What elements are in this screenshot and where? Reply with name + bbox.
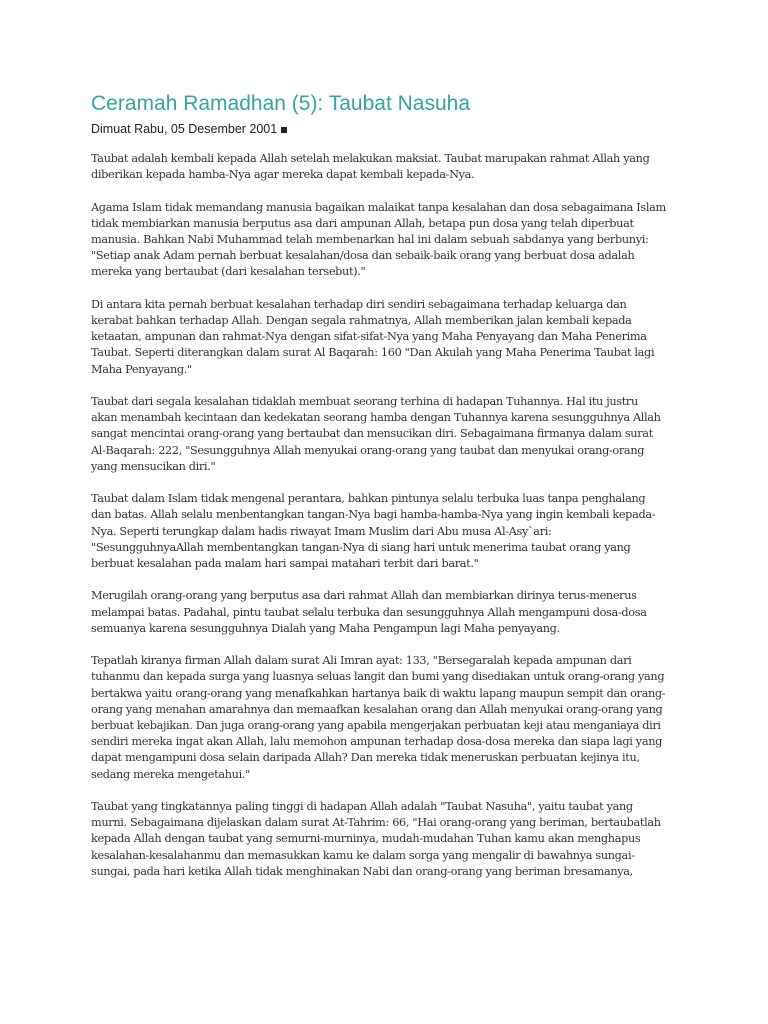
paragraph-line: ketaatan, ampunan dan rahmat-Nya dengan sifat-sifat-Nya yang Maha Penyayang dan Maha Penerima — [91, 330, 647, 344]
paragraph-line: berbuat kesalahan pada malam hari sampai matahari terbit dari barat." — [91, 557, 479, 571]
paragraph-line: bertakwa yaitu orang-orang yang menafkahkan hartanya baik di waktu lapang maupun sempit dan orang- — [91, 686, 666, 700]
paragraph-line: kerabat bahkan terhadap Allah. Dengan segala rahmatnya, Allah memberikan jalan kembali kepada — [91, 314, 632, 327]
paragraph-line: kesalahan-kesalahanmu dan memasukkan kamu ke dalam sorga yang mengalir di bawahnya sungai- — [91, 848, 635, 862]
paragraph-line: sangat mencintai orang-orang yang bertaubat dan mensucikan diri. Sebagaimana firmanya dalam surat — [91, 427, 653, 441]
publish-date: Dimuat Rabu, 05 Desember 2001 — [91, 122, 278, 136]
paragraph-line: dan batas. Allah selalu menbentangkan tangan-Nya bagi hamba-hamba-Nya yang ingin kembali kepada- — [91, 508, 656, 522]
paragraph-line: Maha Penyayang." — [91, 362, 192, 376]
paragraph-line: berbuat kebajikan. Dan juga orang-orang yang apabila mengerjakan perbuatan keji atau menganiaya diri — [91, 719, 661, 733]
paragraph-line: Taubat dari segala kesalahan tidaklah membuat seorang terhina di hadapan Tuhannya. Hal itu justru — [91, 395, 638, 408]
paragraph-line: Al-Baqarah: 222, "Sesungguhnya Allah menyukai orang-orang yang taubat dan menyukai orang-orang — [91, 443, 645, 457]
paragraph-line: Tepatlah kiranya firman Allah dalam surat Ali Imran ayat: 133, "Bersegaralah kepada ampunan dari — [91, 654, 632, 668]
article-paragraph — [91, 799, 691, 880]
paragraph-line: mereka yang bertaubat (dari kesalahan tersebut)." — [91, 265, 366, 279]
paragraph-line: orang yang menahan amarahnya dan memaafkan kesalahan orang dan Allah menyukai orang-orang yang — [91, 702, 663, 716]
article-meta — [91, 121, 287, 137]
paragraph-line: akan menambah kecintaan dan kedekatan seorang hamba dengan Tuhannya karena sesungguhnya Allah — [91, 411, 661, 425]
paragraph-line: Nya. Seperti terungkap dalam hadis riwayat Imam Muslim dari Abu musa Al-Asy`ari: — [91, 524, 552, 538]
paragraph-line: murni. Sebagaimana dijelaskan dalam surat At-Tahrim: 66, "Hai orang-orang yang beriman, bertaubatlah — [91, 816, 661, 830]
paragraph-line: sungai, pada hari ketika Allah tidak menghinakan Nabi dan orang-orang yang beriman bresamanya, — [91, 864, 633, 878]
article-paragraph — [91, 297, 691, 378]
paragraph-line: semuanya karena sesungguhnya Dialah yang Maha Pengampun lagi Maha penyayang. — [91, 621, 560, 635]
paragraph-line: Taubat. Seperti diterangkan dalam surat Al Baqarah: 160 "Dan Akulah yang Maha Penerima Taubat lagi — [91, 346, 655, 360]
paragraph-line: yang mensucikan diri." — [91, 459, 216, 473]
paragraph-line: sedang mereka mengetahui." — [91, 767, 250, 781]
article-paragraph — [91, 588, 691, 637]
paragraph-line: Agama Islam tidak memandang manusia bagaikan malaikat tanpa kesalahan dan dosa sebagaimana Islam — [91, 200, 666, 214]
paragraph-line: manusia. Bahkan Nabi Muhammad telah membenarkan hal ini dalam sebuah sabdanya yang berbunyi: — [91, 233, 649, 246]
paragraph-line: tuhanmu dan kepada surga yang luasnya seluas langit dan bumi yang disediakan untuk orang-orang yang — [91, 670, 665, 684]
paragraph-line: Taubat yang tingkatannya paling tinggi di hadapan Allah adalah "Taubat Nasuha", yaitu taubat yang — [91, 800, 633, 814]
article-body — [91, 151, 691, 896]
paragraph-line: sendiri mereka ingat akan Allah, lalu memohon ampunan terhadap dosa-dosa mereka dan siapa lagi yang — [91, 735, 663, 749]
paragraph-line: diberikan kepada hamba-Nya agar mereka dapat kembali kepada-Nya. — [91, 168, 475, 182]
paragraph-line: dapat mengampuni dosa selain daripada Allah? Dan mereka tidak meneruskan perbuatan kejinya itu, — [91, 751, 640, 765]
article-paragraph — [91, 653, 691, 783]
paragraph-line: kepada Allah dengan taubat yang semurni-murninya, mudah-mudahan Tuhan kamu akan menghapus — [91, 832, 641, 846]
paragraph-line: Di antara kita pernah berbuat kesalahan terhadap diri sendiri sebagaimana terhadap keluarga dan — [91, 297, 627, 311]
paragraph-line: Taubat adalah kembali kepada Allah setelah melakukan maksiat. Taubat marupakan rahmat Allah yang — [91, 152, 650, 165]
paragraph-line: Taubat dalam Islam tidak mengenal perantara, bahkan pintunya selalu terbuka luas tanpa penghalang — [91, 492, 646, 506]
paragraph-line: "SesungguhnyaAllah membentangkan tangan-Nya di siang hari untuk menerima taubat orang yang — [91, 540, 631, 554]
article-paragraph — [91, 200, 691, 281]
paragraph-line: tidak membiarkan manusia berputus asa dari ampunan Allah, betapa pun dosa yang telah diperbuat — [91, 216, 634, 230]
article-paragraph — [91, 491, 691, 572]
article-paragraph — [91, 151, 691, 183]
article-paragraph — [91, 394, 691, 475]
paragraph-line: melampai batas. Padahal, pintu taubat selalu terbuka dan sesungguhnya Allah mengampuni dosa-dosa — [91, 605, 647, 619]
paragraph-line: "Setiap anak Adam pernah berbuat kesalahan/dosa dan sebaik-baik orang yang berbuat dosa adalah — [91, 249, 635, 263]
square-bullet-icon — [281, 127, 287, 133]
paragraph-line: Merugilah orang-orang yang berputus asa dari rahmat Allah dan membiarkan dirinya terus-menerus — [91, 589, 637, 603]
article-title: Ceramah Ramadhan (5): Taubat Nasuha — [91, 92, 470, 115]
